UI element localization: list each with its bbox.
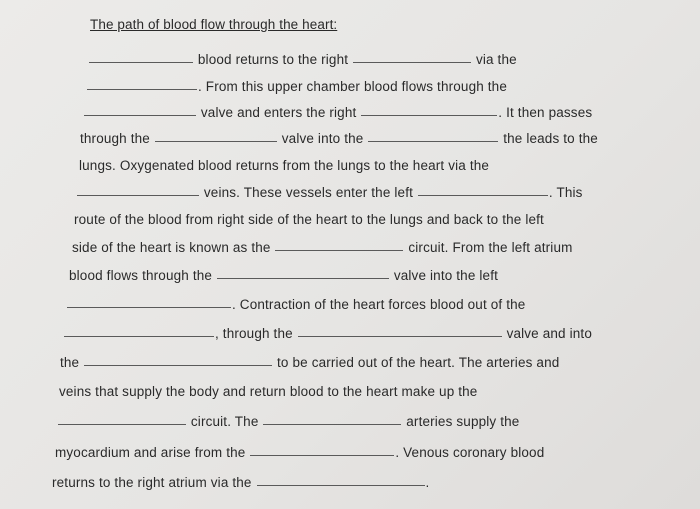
answer-blank[interactable] (84, 115, 196, 116)
text-segment: . (425, 475, 430, 490)
answer-blank[interactable] (64, 336, 214, 337)
text-line (52, 473, 429, 493)
answer-blank[interactable] (368, 141, 498, 142)
text-line (69, 266, 498, 286)
text-segment: via the (472, 52, 517, 67)
answer-blank[interactable] (353, 62, 471, 63)
text-segment: the (60, 355, 84, 370)
text-segment: valve and into (502, 326, 592, 341)
text-segment: valve into the (277, 131, 368, 146)
answer-blank[interactable] (84, 365, 272, 366)
text-segment: . Contraction of the heart forces blood out of the (232, 297, 526, 312)
text-segment: to be carried out of the heart. The arteries and (273, 355, 560, 370)
text-segment: route of the blood from right side of the heart to the lungs and back to the left (74, 212, 544, 227)
text-segment: valve and enters the right (197, 105, 361, 120)
answer-blank[interactable] (298, 336, 502, 337)
text-segment: blood flows through the (69, 268, 216, 283)
text-segment: circuit. The (187, 414, 263, 429)
text-segment: circuit. From the left atrium (404, 240, 573, 255)
text-line (60, 353, 559, 373)
text-segment: veins that supply the body and return blood to the heart make up the (59, 384, 478, 399)
answer-blank[interactable] (77, 195, 199, 196)
text-segment: veins. These vessels enter the left (200, 185, 417, 200)
answer-blank[interactable] (361, 115, 497, 116)
text-segment: , through the (215, 326, 297, 341)
text-line (72, 238, 573, 258)
answer-blank[interactable] (89, 62, 193, 63)
text-line (80, 129, 598, 149)
text-segment: the leads to the (499, 131, 598, 146)
answer-blank[interactable] (58, 424, 186, 425)
text-segment: arteries supply the (402, 414, 520, 429)
text-line (79, 156, 489, 176)
text-line (59, 382, 477, 402)
text-segment: . This (548, 185, 583, 200)
text-segment: lungs. Oxygenated blood returns from the lungs to the heart via the (79, 158, 490, 173)
text-line (63, 324, 592, 344)
answer-blank[interactable] (250, 455, 394, 456)
answer-blank[interactable] (257, 485, 425, 486)
text-line (55, 443, 544, 463)
answer-blank[interactable] (275, 250, 403, 251)
text-line (57, 412, 519, 432)
answer-blank[interactable] (67, 307, 231, 308)
text-segment: through the (80, 131, 154, 146)
text-line (83, 103, 592, 123)
answer-blank[interactable] (217, 278, 389, 279)
text-line (66, 295, 525, 315)
answer-blank[interactable] (87, 89, 197, 90)
text-segment: . Venous coronary blood (395, 445, 545, 460)
text-segment: myocardium and arise from the (55, 445, 250, 460)
text-segment: . From this upper chamber blood flows through the (198, 79, 508, 94)
text-line (76, 183, 583, 203)
answer-blank[interactable] (155, 141, 277, 142)
answer-blank[interactable] (263, 424, 401, 425)
text-segment: blood returns to the right (194, 52, 353, 67)
worksheet-title: The path of blood flow through the heart: (90, 17, 338, 32)
text-segment: . It then passes (498, 105, 593, 120)
text-line (86, 77, 507, 97)
text-segment: returns to the right atrium via the (52, 475, 256, 490)
text-segment: valve into the left (389, 268, 499, 283)
text-line (88, 50, 517, 70)
text-segment: side of the heart is known as the (72, 240, 275, 255)
answer-blank[interactable] (418, 195, 548, 196)
text-line (74, 210, 544, 230)
